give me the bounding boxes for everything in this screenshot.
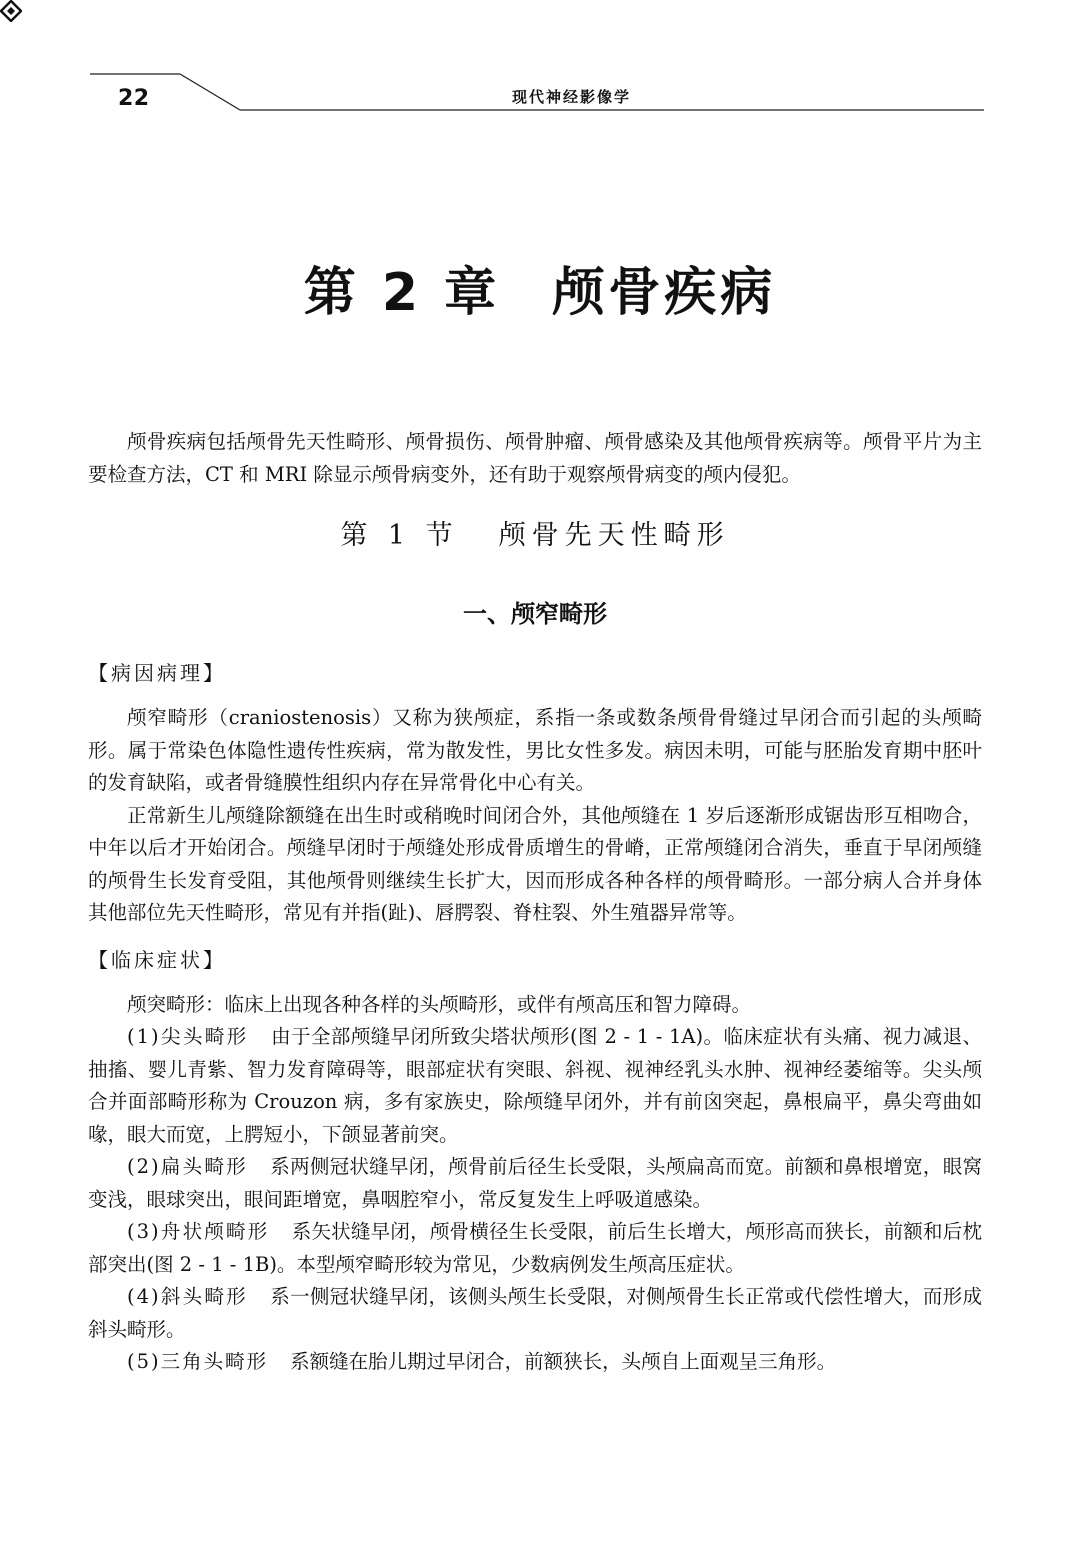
section-name: 颅骨先天性畸形: [498, 520, 730, 551]
clinical-item-text: 由于全部颅缝早闭所致尖塔状颅形(图 2 - 1 - 1A)。临床症状有头痛、视力减退、抽搐、婴儿青紫、智力发育障碍等，眼部症状有突眼、斜视、视神经乳头水肿、视神经萎缩等。尖头颅合并面部畸形称为 Crouzon 病，多有家族史，除颅缝早闭外，并有前囟突起，鼻根扁平，鼻尖弯曲如喙，眼大而宽，上腭短小，下颌显著前突。: [88, 1025, 982, 1146]
intro-paragraph: 颅骨疾病包括颅骨先天性畸形、颅骨损伤、颅骨肿瘤、颅骨感染及其他颅骨疾病等。颅骨平片为主要检查方法，CT 和 MRI 除显示颅骨病变外，还有助于观察颅骨病变的颅内侵犯。: [88, 430, 982, 486]
chapter-name: 颅骨疾病: [552, 263, 777, 323]
clinical-item: [88, 1151, 982, 1216]
running-title: 现代神经影像学: [512, 88, 632, 106]
page-header: [0, 0, 1080, 120]
clinical-item: [88, 1281, 982, 1346]
clinical-item: [88, 1021, 982, 1151]
clinical-item-label: (3)舟状颅畸形: [127, 1220, 270, 1243]
clinical-lead: 颅突畸形：临床上出现各种各样的头颅畸形，或伴有颅高压和智力障碍。: [127, 992, 752, 1016]
clinical-item-text: 系矢状缝早闭，颅骨横径生长受限，前后生长增大，颅形高而狭长，前额和后枕部突出(图 2 - 1 - 1B)。本型颅窄畸形较为常见，少数病例发生颅高压症状。: [88, 1220, 982, 1276]
chapter-title: [0, 250, 1080, 325]
page-number: 22: [118, 86, 150, 111]
clinical-item-text: 系两侧冠状缝早闭，颅骨前后径生长受限，头颅扁高而宽。前额和鼻根增宽，眼窝变浅，眼球突出，眼间距增宽，鼻咽腔窄小，常反复发生上呼吸道感染。: [88, 1155, 982, 1211]
clinical-item-label: (4)斜头畸形: [127, 1285, 249, 1308]
section-title: [88, 513, 982, 552]
clinical-heading: 【临床症状】: [88, 947, 226, 972]
page-body: [88, 426, 982, 1379]
chapter-number: 第 2 章: [303, 263, 501, 323]
clinical-item-text: 系一侧冠状缝早闭，该侧头颅生长受限，对侧颅骨生长正常或代偿性增大，而形成斜头畸形。: [88, 1285, 982, 1341]
clinical-item-label: (1)尖头畸形: [127, 1025, 249, 1048]
clinical-item-label: (2)扁头畸形: [127, 1155, 249, 1178]
section-number: 第 1 节: [340, 520, 459, 551]
subsection-title: 一、颅窄畸形: [463, 599, 607, 628]
clinical-item: [88, 1216, 982, 1281]
etiology-heading: 【病因病理】: [88, 661, 226, 685]
etiology-paragraph: 颅窄畸形（craniostenosis）又称为狭颅症，系指一条或数条颅骨骨缝过早闭合而引起的头颅畸形。属于常染色体隐性遗传性疾病，常为散发性，男比女性多发。病因未明，可能与胚胎发育期中胚叶的发育缺陷，或者骨缝膜性组织内存在异常骨化中心有关。: [88, 706, 982, 794]
clinical-item-text: 系额缝在胎儿期过早闭合，前额狭长，头颅自上面观呈三角形。: [290, 1350, 837, 1373]
clinical-item-label: (5)三角头畸形: [127, 1350, 269, 1373]
etiology-paragraph: 正常新生儿颅缝除额缝在出生时或稍晚时间闭合外，其他颅缝在 1 岁后逐渐形成锯齿形互相吻合，中年以后才开始闭合。颅缝早闭时于颅缝处形成骨质增生的骨嵴，正常颅缝闭合消失，垂直于早闭颅缝的颅骨生长发育受阻，其他颅骨则继续生长扩大，因而形成各种各样的颅骨畸形。一部分病人合并身体其他部位先天性畸形，常见有并指(趾)、唇腭裂、脊柱裂、外生殖器异常等。: [88, 803, 982, 924]
diamond-icon: [0, 0, 22, 22]
clinical-item: [88, 1346, 982, 1379]
